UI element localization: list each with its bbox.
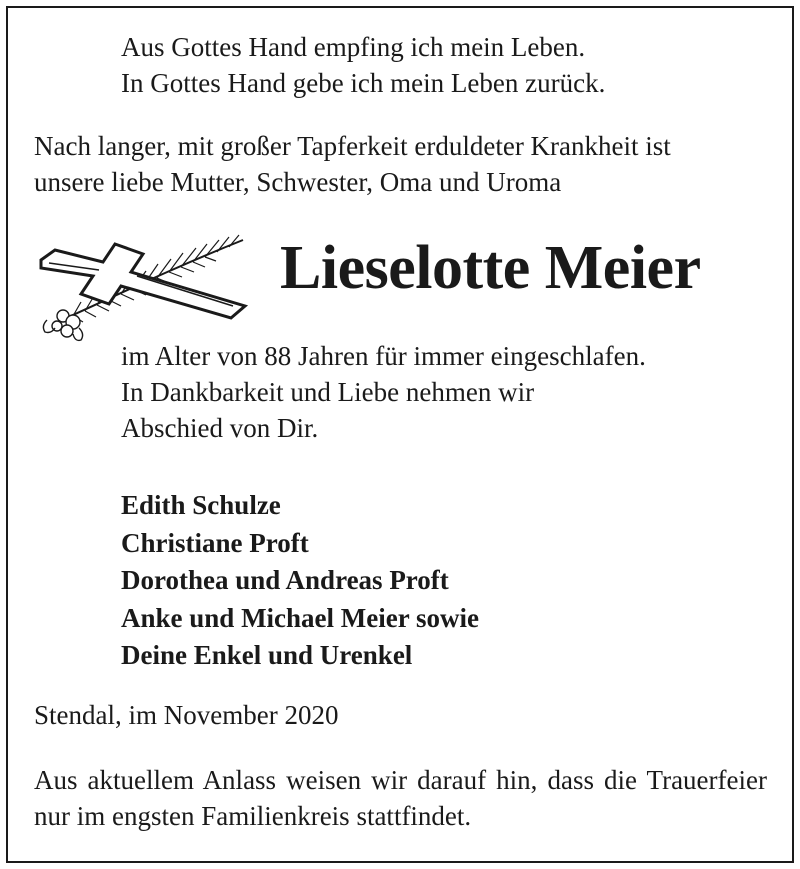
funeral-notice: Aus aktuellem Anlass weisen wir darauf hin, dass die Trauerfeier nur im engsten Familienkreis stattfindet. (34, 765, 767, 831)
cross-with-palm-branch-icon (33, 232, 263, 342)
mourner-name: Christiane Proft (121, 527, 309, 558)
deceased-name: Lieselotte Meier (280, 234, 701, 302)
mourner-name: Anke und Michael Meier sowie (121, 602, 479, 633)
mourners-list (121, 487, 479, 675)
intro-line: unsere liebe Mutter, Schwester, Oma und Uroma (34, 167, 562, 197)
intro-line: Nach langer, mit großer Tapferkeit erduldeter Krankheit ist (34, 131, 671, 161)
motto-line: In Gottes Hand gebe ich mein Leben zurück. (121, 68, 606, 98)
motto (121, 29, 605, 101)
intro-text (34, 128, 671, 200)
age-text (121, 338, 646, 446)
mourner-name: Deine Enkel und Urenkel (121, 640, 413, 670)
mourner-name: Edith Schulze (121, 490, 281, 520)
motto-line: Aus Gottes Hand empfing ich mein Leben. (121, 32, 586, 62)
age-line: In Dankbarkeit und Liebe nehmen wir (121, 377, 535, 407)
age-line: Abschied von Dir. (121, 413, 319, 443)
place-date: Stendal, im November 2020 (34, 700, 339, 730)
mourner-name: Dorothea und Andreas Proft (121, 565, 449, 595)
age-line: im Alter von 88 Jahren für immer eingeschlafen. (121, 341, 646, 371)
